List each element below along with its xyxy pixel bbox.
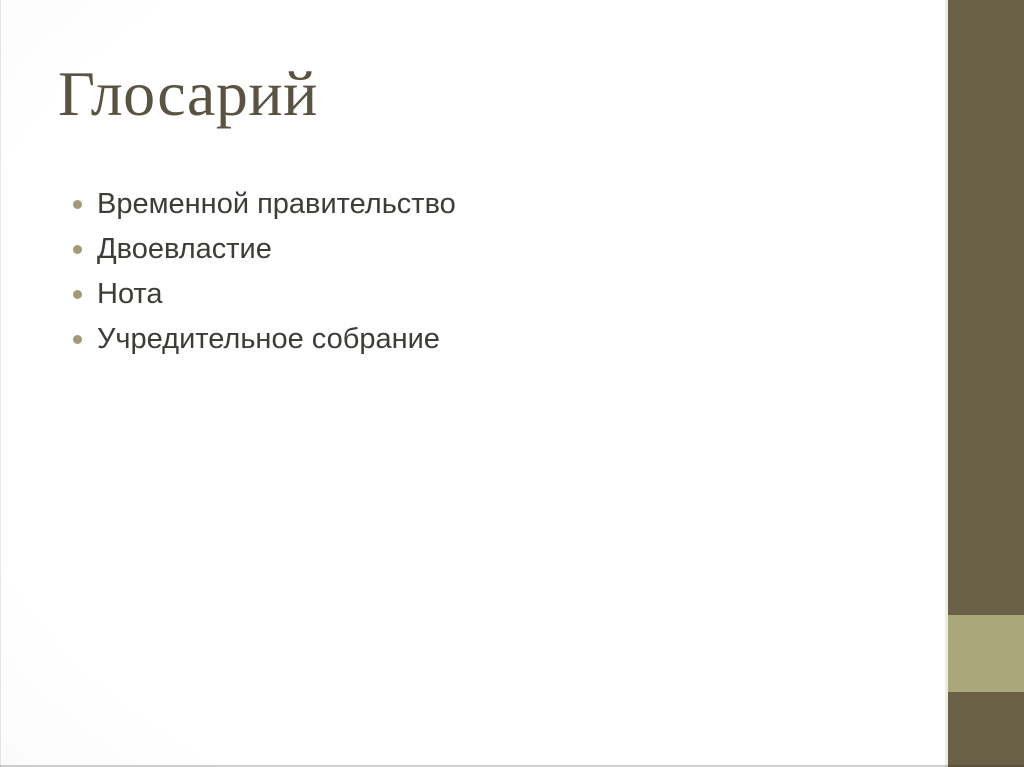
bullet-item	[60, 227, 456, 272]
bullet-dot-icon	[73, 245, 82, 254]
bullet-dot-icon	[73, 200, 82, 209]
bullet-item	[60, 317, 456, 362]
bullet-item	[60, 272, 456, 317]
slide-title: Глосарий	[58, 58, 318, 129]
bullet-dot-icon	[73, 290, 82, 299]
bullet-text: Временной правительство	[97, 188, 456, 220]
bullet-list	[60, 182, 456, 362]
bullet-text: Учредительное собрание	[97, 323, 440, 355]
sidebar-accent-band	[948, 615, 1024, 692]
sidebar-accent-bar	[948, 0, 1024, 767]
slide-left-edge	[0, 0, 1, 767]
bullet-text: Двоевластие	[97, 233, 272, 265]
bullet-item	[60, 182, 456, 227]
bullet-dot-icon	[73, 335, 82, 344]
bullet-text: Нота	[97, 278, 163, 310]
